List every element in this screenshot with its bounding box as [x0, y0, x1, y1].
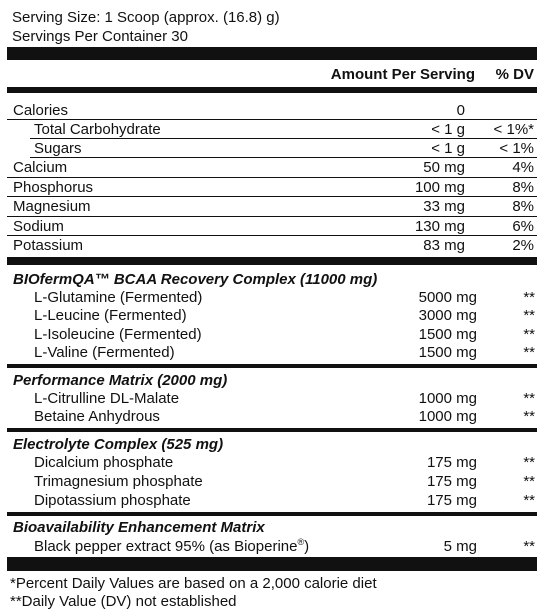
row-divider	[7, 196, 537, 197]
ingredient-name: Dicalcium phosphate	[34, 454, 174, 471]
bottom-thick-divider	[7, 557, 537, 571]
ingredient-name: L-Isoleucine (Fermented)	[34, 326, 202, 343]
nutrient-amount: 33 mg	[423, 198, 465, 215]
nutrient-name: Phosphorus	[13, 179, 94, 196]
row-divider	[7, 216, 537, 217]
section-divider	[7, 512, 537, 516]
section-divider	[7, 364, 537, 368]
ingredient-amount: 175 mg	[426, 492, 477, 509]
nutrient-name: Sugars	[34, 140, 82, 157]
section-title-bcaa: BIOfermQA™ BCAA Recovery Complex (11000 mg)	[13, 271, 378, 288]
ingredient-amount: 1500 mg	[418, 344, 477, 361]
header-divider	[7, 87, 537, 93]
nutrient-amount: 83 mg	[423, 237, 465, 254]
ingredient-name: L-Leucine (Fermented)	[34, 307, 187, 324]
ingredient-name	[34, 538, 309, 555]
ingredient-amount: 1500 mg	[418, 326, 477, 343]
ingredient-dv: **	[523, 307, 535, 324]
thick-divider	[7, 47, 537, 60]
nutrient-amount: 0	[456, 102, 465, 119]
section-title-performance: Performance Matrix (2000 mg)	[13, 372, 228, 389]
ingredient-dv: **	[523, 390, 535, 407]
nutrient-dv: 8%	[512, 179, 534, 196]
footnote-dv-not-established: **Daily Value (DV) not established	[10, 593, 237, 610]
ingredient-name: L-Glutamine (Fermented)	[34, 289, 203, 306]
row-divider	[7, 119, 537, 120]
ingredient-dv: **	[523, 538, 535, 555]
ingredient-amount: 175 mg	[426, 454, 477, 471]
ingredient-dv: **	[523, 344, 535, 361]
footnote-percent-dv: *Percent Daily Values are based on a 2,000 calorie diet	[10, 575, 377, 592]
ingredient-amount: 5 mg	[443, 538, 477, 555]
section-title-electrolyte: Electrolyte Complex (525 mg)	[13, 436, 224, 453]
nutrient-dv: < 1%*	[493, 121, 534, 138]
nutrient-dv: < 1%	[499, 140, 534, 157]
ingredient-dv: **	[523, 492, 535, 509]
dv-header: % DV	[495, 66, 534, 83]
registered-mark: ®	[297, 537, 305, 547]
nutrient-amount: < 1 g	[431, 140, 465, 157]
nutrient-dv: 8%	[512, 198, 534, 215]
ingredient-name: Dipotassium phosphate	[34, 492, 191, 509]
nutrient-name: Magnesium	[13, 198, 91, 215]
ingredient-amount: 1000 mg	[418, 390, 477, 407]
nutrient-name: Calories	[13, 102, 69, 119]
nutrient-name: Total Carbohydrate	[34, 121, 161, 138]
nutrient-dv: 4%	[512, 159, 534, 176]
ingredient-name: L-Citrulline DL-Malate	[34, 390, 180, 407]
servings-per-container: Servings Per Container 30	[12, 28, 188, 45]
nutrient-dv: 6%	[512, 218, 534, 235]
row-divider	[7, 235, 537, 236]
row-divider	[30, 138, 537, 139]
ingredient-dv: **	[523, 473, 535, 490]
ingredient-name: L-Valine (Fermented)	[34, 344, 175, 361]
nutrient-dv: 2%	[512, 237, 534, 254]
row-divider	[30, 157, 537, 158]
nutrient-amount: 130 mg	[414, 218, 465, 235]
section-divider	[7, 257, 537, 265]
ingredient-amount: 3000 mg	[418, 307, 477, 324]
ingredient-amount: 175 mg	[426, 473, 477, 490]
ingredient-dv: **	[523, 326, 535, 343]
ingredient-name: Trimagnesium phosphate	[34, 473, 203, 490]
section-divider	[7, 428, 537, 432]
amount-per-serving-header: Amount Per Serving	[330, 66, 475, 83]
nutrient-name: Sodium	[13, 218, 64, 235]
ingredient-dv: **	[523, 454, 535, 471]
ingredient-amount: 5000 mg	[418, 289, 477, 306]
nutrient-amount: 100 mg	[414, 179, 465, 196]
nutrient-amount: < 1 g	[431, 121, 465, 138]
nutrient-amount: 50 mg	[423, 159, 465, 176]
ingredient-amount: 1000 mg	[418, 408, 477, 425]
section-title-bioavailability: Bioavailability Enhancement Matrix	[13, 519, 265, 536]
ingredient-dv: **	[523, 408, 535, 425]
ingredient-name-text: Black pepper extract 95% (as Bioperine	[34, 538, 298, 555]
ingredient-name: Betaine Anhydrous	[34, 408, 160, 425]
row-divider	[7, 177, 537, 178]
nutrient-name: Calcium	[13, 159, 68, 176]
ingredient-dv: **	[523, 289, 535, 306]
nutrient-name: Potassium	[13, 237, 84, 254]
ingredient-name-tail: )	[304, 538, 310, 555]
serving-size: Serving Size: 1 Scoop (approx. (16.8) g)	[12, 9, 280, 26]
